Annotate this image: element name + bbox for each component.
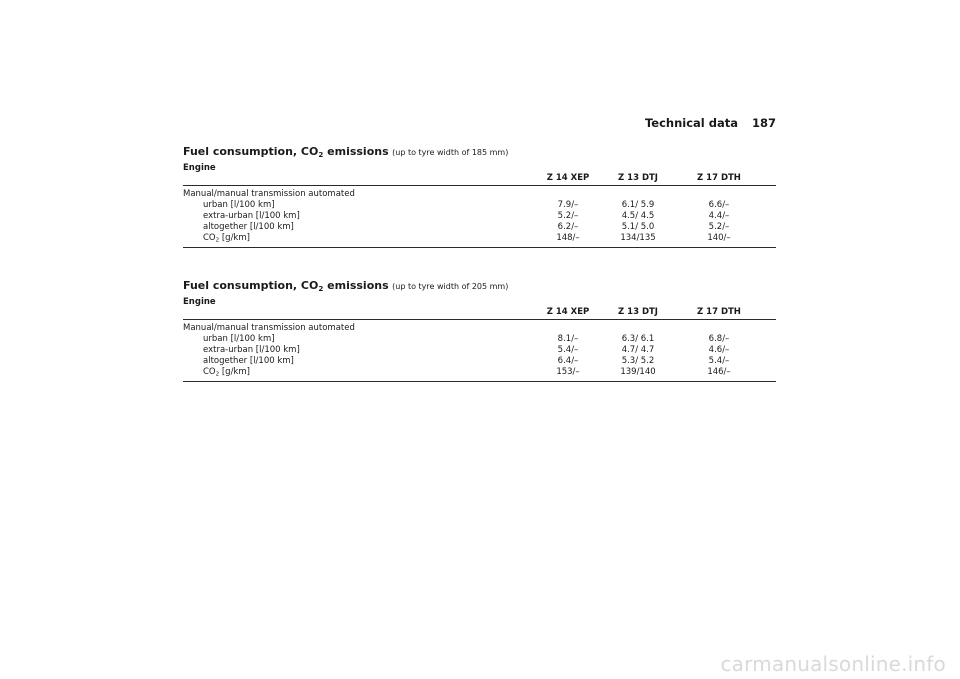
column-header: Z 13 DTJ [618,173,658,183]
table-row [183,345,776,356]
table-row [183,211,776,222]
table-rule-bottom [183,247,776,248]
cell-value: 6.4/– [557,356,579,366]
table-body [183,320,776,378]
cell-value: 7.9/– [557,200,579,210]
cell-value: 6.6/– [708,200,730,210]
column-header: Z 14 XEP [546,173,590,183]
group-row [183,323,776,334]
column-header: Z 17 DTH [697,307,741,317]
cell-value: 140/– [707,233,731,243]
section-note: (up to tyre width of 185 mm) [392,148,509,157]
table-rule-bottom [183,381,776,382]
table-row [183,233,776,244]
page-header [600,116,776,130]
group-label: Manual/manual transmission automated [183,323,355,333]
table-row [183,367,776,378]
section-title: Fuel consumption, $CO_2$ emissions (up to tyre width of 205 mm) [183,279,509,293]
table-row [183,222,776,233]
fuel-table-205 [183,279,776,382]
cell-value: 6.8/– [708,334,730,344]
row-label: $CO_2$ [g/km] [203,233,250,244]
cell-value: 153/– [556,367,580,377]
row-label: altogether [l/100 km] [203,222,294,232]
page-header-title: Technical data [644,116,738,130]
table-body [183,186,776,244]
group-label: Manual/manual transmission automated [183,189,355,199]
column-header: Z 17 DTH [697,173,741,183]
cell-value: 5.4/– [557,345,579,355]
cell-value: 6.3/ 6.1 [621,334,655,344]
engine-label: Engine [183,163,216,173]
column-header: Z 14 XEP [546,307,590,317]
cell-value: 4.6/– [708,345,730,355]
section-title: Fuel consumption, $CO_2$ emissions (up to tyre width of 185 mm) [183,145,509,159]
cell-value: 5.1/ 5.0 [621,222,655,232]
row-label: altogether [l/100 km] [203,356,294,366]
page-number: 187 [751,116,776,130]
table-header [183,297,776,319]
cell-value: 6.1/ 5.9 [621,200,655,210]
cell-value: 6.2/– [557,222,579,232]
row-label: urban [l/100 km] [203,200,275,210]
table-row [183,334,776,345]
watermark: carmanualsonline.info [720,652,946,676]
row-label: $CO_2$ [g/km] [203,367,250,378]
fuel-table-185 [183,145,776,248]
cell-value: 134/135 [620,233,656,243]
cell-value: 4.7/ 4.7 [621,345,655,355]
row-label: extra-urban [l/100 km] [203,345,300,355]
cell-value: 4.5/ 4.5 [621,211,655,221]
section-note: (up to tyre width of 205 mm) [392,282,509,291]
cell-value: 5.3/ 5.2 [621,356,655,366]
row-label: extra-urban [l/100 km] [203,211,300,221]
cell-value: 139/140 [620,367,656,377]
table-row [183,200,776,211]
table-row [183,356,776,367]
row-label: urban [l/100 km] [203,334,275,344]
cell-value: 5.2/– [557,211,579,221]
cell-value: 5.2/– [708,222,730,232]
cell-value: 5.4/– [708,356,730,366]
cell-value: 8.1/– [557,334,579,344]
column-header: Z 13 DTJ [618,307,658,317]
cell-value: 148/– [556,233,580,243]
engine-label: Engine [183,297,216,307]
cell-value: 146/– [707,367,731,377]
cell-value: 4.4/– [708,211,730,221]
group-row [183,189,776,200]
table-header [183,163,776,185]
